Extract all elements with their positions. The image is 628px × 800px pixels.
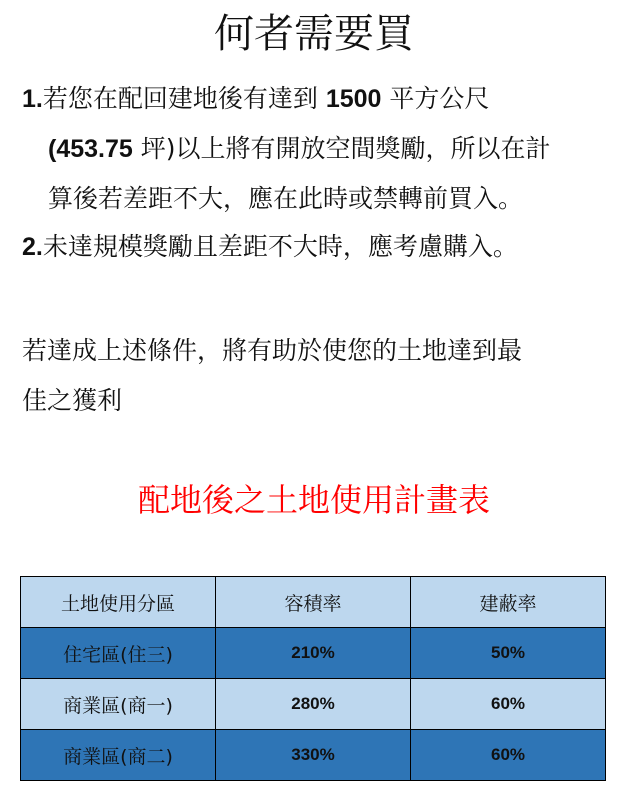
list-item-1-line-3: 算後若差距不大，應在此時或禁轉前買入。 [48,184,524,213]
header-coverage: 建蔽率 [411,577,606,628]
cell-coverage: 50% [411,628,606,679]
page-title: 何者需要買 [214,11,414,57]
list-item-1-line-1 [22,74,622,124]
table-title: 配地後之土地使用計畫表 [137,481,490,519]
list-item-text: 若您在配回建地後有達到 [42,84,318,113]
list-item-1 [22,74,622,224]
table-row [21,679,606,730]
cell-coverage: 60% [411,679,606,730]
cell-zone: 住宅區(住三) [21,628,216,679]
header-far: 容積率 [216,577,411,628]
list-item-2 [22,222,622,272]
header-zone: 土地使用分區 [21,577,216,628]
list-item-text: 未達規模獎勵且差距不大時，應考慮購入。 [42,232,518,261]
list-number: 2. [22,233,43,261]
cell-zone: 商業區(商一) [21,679,216,730]
cell-far: 210% [216,628,411,679]
summary-paragraph [22,326,622,426]
table-row [21,628,606,679]
cell-coverage: 60% [411,730,606,781]
cell-zone: 商業區(商二) [21,730,216,781]
list-item-1-line-2 [22,124,622,174]
summary-line-1: 若達成上述條件，將有助於使您的土地達到最 [22,336,523,365]
list-number: 1. [22,85,43,113]
table-row [21,730,606,781]
cell-far: 330% [216,730,411,781]
land-use-table [20,576,606,781]
list-item-text: 坪)以上將有開放空間獎勵，所以在計 [140,134,551,163]
ping-value: (453.75 [48,135,133,163]
cell-far: 280% [216,679,411,730]
area-value: 1500 [325,85,382,113]
table-header-row [21,577,606,628]
summary-line-2: 佳之獲利 [22,386,123,415]
area-unit: 平方公尺 [389,84,490,113]
